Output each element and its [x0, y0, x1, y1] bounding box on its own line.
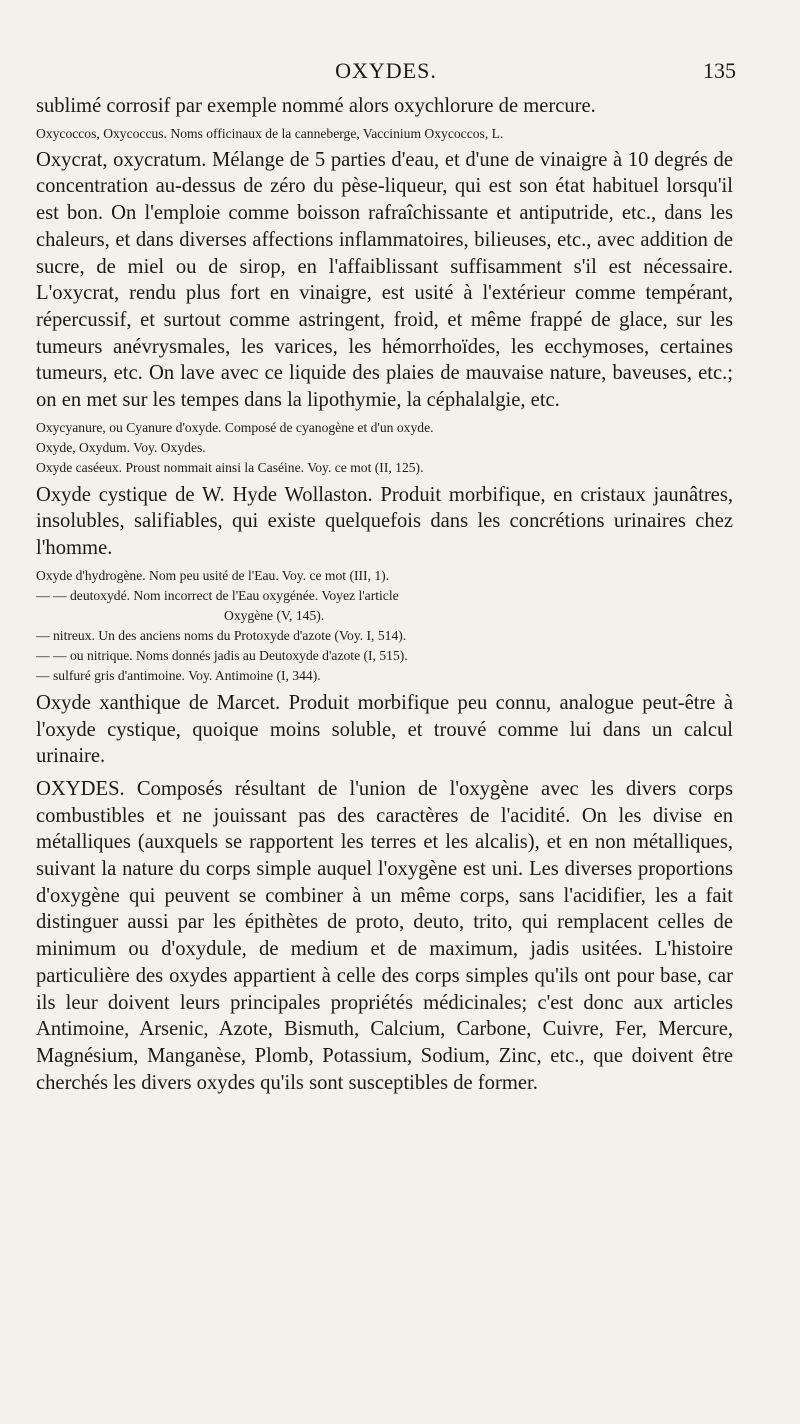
entry-oxycoccos: Oxycoccos, Oxycoccus. Noms officinaux de la canneberge, Vaccinium Oxycoccos, L. [36, 125, 504, 141]
entry-oxyde: Oxyde, Oxydum. Voy. Oxydes. [36, 439, 206, 455]
entry-nitrique: — — ou nitrique. Noms donnés jadis au Deutoxyde d'azote (I, 515). [36, 647, 408, 663]
continuation-line: sublimé corrosif par exemple nommé alors oxychlorure de mercure. [36, 95, 596, 117]
page-body [36, 93, 733, 1096]
entry-oxyde-xanthique: Oxyde xanthique de Marcet. Produit morbifique peu connu, analogue peut-être à l'oxyde cystique, quoique moins soluble, et trouvé comme lui dans un calcul urinaire. [36, 691, 733, 768]
entry-nitreux: — nitreux. Un des anciens noms du Protoxyde d'azote (Voy. I, 514). [36, 627, 407, 643]
page-number: 135 [703, 58, 736, 83]
entry-sulfure-gris: — sulfuré gris d'antimoine. Voy. Antimoine (I, 344). [36, 667, 321, 683]
entry-oxycyanure: Oxycyanure, ou Cyanure d'oxyde. Composé de cyanogène et d'un oxyde. [36, 419, 434, 435]
entry-oxyde-cystique: Oxyde cystique de W. Hyde Wollaston. Produit morbifique, en cristaux jaunâtres, insolubles, salifiables, qui existe quelquefois dans les concrétions urinaires chez l'homme. [36, 483, 733, 560]
entry-deutoxyde-ref: Oxygène (V, 145). [224, 607, 325, 623]
page-header [36, 58, 736, 88]
entry-deutoxyde: — — deutoxydé. Nom incorrect de l'Eau oxygénée. Voyez l'article [36, 587, 399, 603]
running-title: OXYDES. [335, 58, 437, 83]
entry-oxycrat: Oxycrat, oxycratum. Mélange de 5 parties d'eau, et d'une de vinaigre à 10 degrés de concentration au-dessus de zéro du pèse-liqueur, qui est son état habituel lorsqu'il est bon. On l'emploie comme boisson rafraîchissante et antiputride, etc., dans les chaleurs, et dans diverses affections inflammatoires, bilieuses, etc., avec addition de sucre, de miel ou de sirop, en l'affaiblissant suffisamment s'il est nécessaire. L'oxycrat, rendu plus fort en vinaigre, est usité à l'extérieur comme tempérant, répercussif, et surtout comme astringent, froid, et même frappé de glace, sur les tumeurs anévrysmales, les varices, les hémorrhoïdes, les ecchymoses, certaines tumeurs, etc. On lave avec ce liquide des plaies de mauvaise nature, baveuses, etc.; on en met sur les tempes dans la lipothymie, la céphalalgie, etc. [36, 148, 733, 412]
entry-oxyde-caseeux: Oxyde caséeux. Proust nommait ainsi la Caséine. Voy. ce mot (II, 125). [36, 459, 424, 475]
entry-oxydes: OXYDES. Composés résultant de l'union de l'oxygène avec les divers corps combustibles et ne jouissant pas des caractères de l'acidité. On les divise en métalliques (auxquels se rapportent les terres et les alcalis), et en non métalliques, suivant la nature du corps simple auquel l'oxygène est uni. Les diverses proportions d'oxygène qui peuvent se combiner à un même corps, sans l'acidifier, les a fait distinguer aussi par les épithètes de proto, deuto, trito, qui remplacent celles de minimum ou d'oxydule, de medium et de maximum, jadis usitées. L'histoire particulière des oxydes appartient à celle des corps simples qu'ils ont pour base, car ils leur doivent leurs principales propriétés médicinales; c'est donc aux articles Antimoine, Arsenic, Azote, Bismuth, Calcium, Carbone, Cuivre, Fer, Mercure, Magnésium, Manganèse, Plomb, Potassium, Sodium, Zinc, etc., que doivent être cherchés les divers oxydes qu'ils sont susceptibles de former. [36, 777, 733, 1094]
entry-oxyde-hydrogene: Oxyde d'hydrogène. Nom peu usité de l'Eau. Voy. ce mot (III, 1). [36, 567, 390, 583]
